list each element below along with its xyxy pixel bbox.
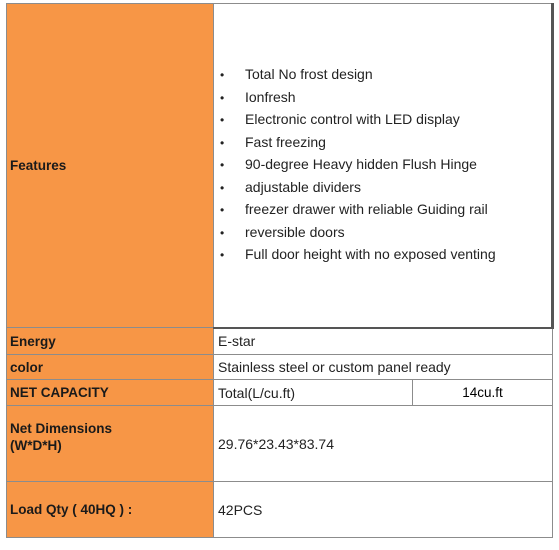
energy-value: E-star [214, 328, 553, 355]
bullet-icon: • [220, 135, 225, 150]
feature-item: • 90-degree Heavy hidden Flush Hinge [220, 154, 551, 177]
bullet-icon: • [220, 203, 225, 217]
features-label: Features [7, 4, 214, 328]
features-cell [214, 4, 553, 328]
bullet-icon: • [220, 90, 225, 105]
features-list [218, 64, 551, 267]
bullet-icon: • [220, 225, 225, 240]
color-label: color [7, 355, 214, 380]
load-qty-row [7, 482, 553, 538]
load-qty-label: Load Qty ( 40HQ ) : [7, 482, 214, 538]
bullet-icon: • [220, 180, 225, 195]
color-value: Stainless steel or custom panel ready [214, 355, 553, 380]
spec-table [6, 3, 554, 538]
bullet-icon: • [220, 113, 225, 127]
net-dimensions-label: Net Dimensions (W*D*H) [7, 406, 214, 482]
energy-label: Energy [7, 328, 214, 355]
bullet-icon: • [220, 248, 225, 262]
bullet-icon: • [220, 68, 225, 82]
net-capacity-amount: 14cu.ft [413, 380, 553, 406]
feature-item: • Ionfresh [220, 87, 551, 110]
feature-item: • Full door height with no exposed venting [220, 244, 551, 267]
net-capacity-row [7, 380, 553, 406]
net-capacity-unit: Total(L/cu.ft) [214, 380, 413, 406]
feature-item: • adjustable dividers [220, 177, 551, 200]
features-row [7, 4, 553, 328]
feature-item: • reversible doors [220, 222, 551, 245]
feature-item: • Electronic control with LED display [220, 109, 551, 132]
load-qty-value: 42PCS [214, 482, 553, 538]
net-capacity-label: NET CAPACITY [7, 380, 214, 406]
net-dimensions-row [7, 406, 553, 482]
feature-item: • Fast freezing [220, 132, 551, 155]
feature-item: • freezer drawer with reliable Guiding rail [220, 199, 551, 222]
feature-item: • Total No frost design [220, 64, 551, 87]
net-dimensions-value: 29.76*23.43*83.74 [214, 406, 553, 482]
energy-row [7, 328, 553, 355]
color-row [7, 355, 553, 380]
bullet-icon: • [220, 158, 225, 172]
